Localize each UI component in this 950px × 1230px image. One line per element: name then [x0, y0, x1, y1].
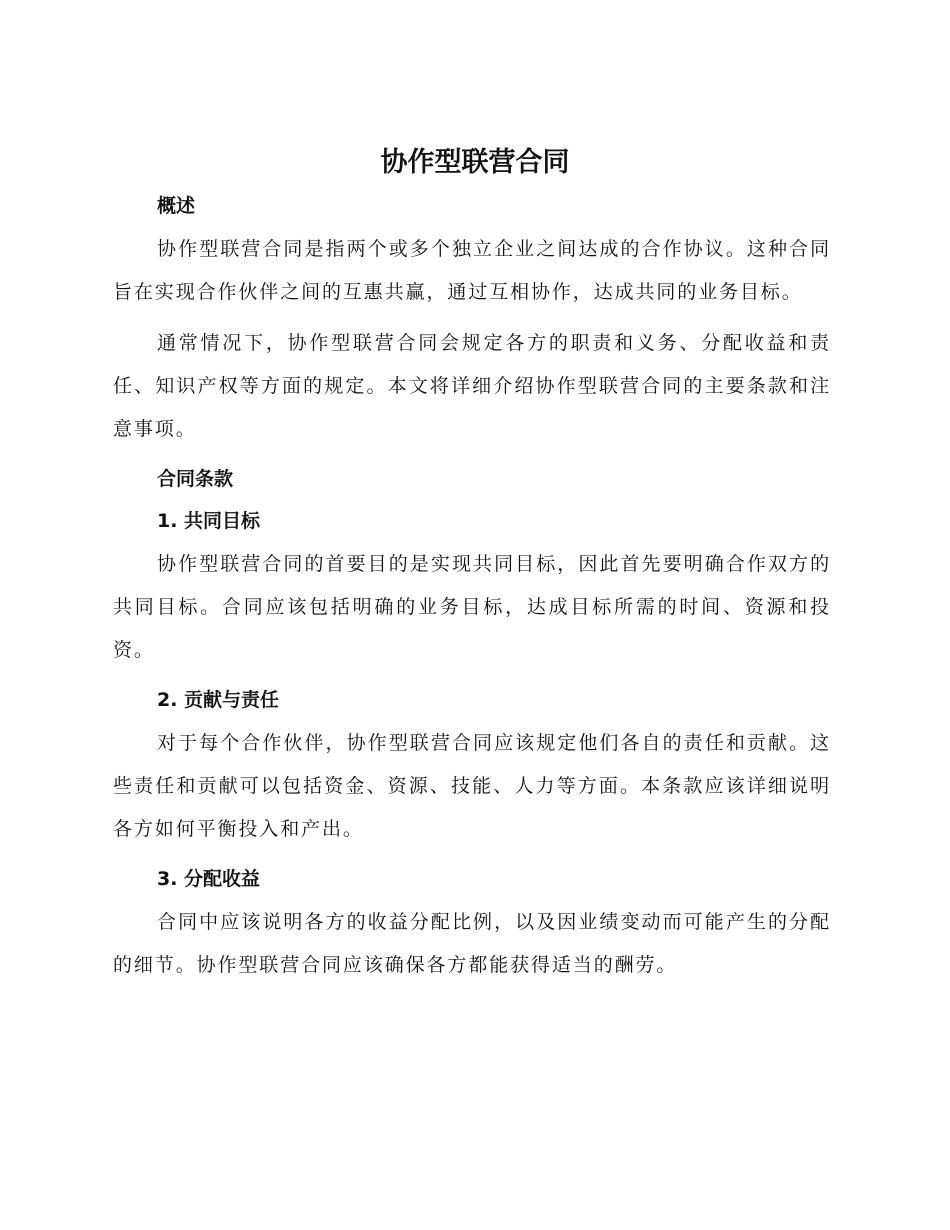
term-heading-contribution: 2. 贡献与责任	[157, 689, 280, 711]
document-title: 协作型联营合同	[380, 147, 570, 178]
paragraph-overview-1: 协作型联营合同是指两个或多个独立企业之间达成的合作协议。这种合同旨在实现合作伙伴之间的互惠共赢，通过互相协作，达成共同的业务目标。	[113, 238, 831, 303]
term-heading-revenue-sharing: 3. 分配收益	[157, 868, 261, 890]
term-heading-common-goal: 1. 共同目标	[157, 510, 261, 532]
section-heading-overview: 概述	[157, 195, 196, 217]
document-body	[113, 186, 831, 987]
paragraph-contribution: 对于每个合作伙伴，协作型联营合同应该规定他们各自的责任和贡献。这些责任和贡献可以包括资金、资源、技能、人力等方面。本条款应该详细说明各方如何平衡投入和产出。	[113, 732, 831, 840]
paragraph-common-goal: 协作型联营合同的首要目的是实现共同目标，因此首先要明确合作双方的共同目标。合同应该包括明确的业务目标，达成目标所需的时间、资源和投资。	[113, 553, 831, 661]
section-heading-terms: 合同条款	[157, 468, 234, 490]
paragraph-revenue-sharing: 合同中应该说明各方的收益分配比例，以及因业绩变动而可能产生的分配的细节。协作型联营合同应该确保各方都能获得适当的酬劳。	[113, 911, 831, 976]
paragraph-overview-2: 通常情况下，协作型联营合同会规定各方的职责和义务、分配收益和责任、知识产权等方面的规定。本文将详细介绍协作型联营合同的主要条款和注意事项。	[113, 332, 831, 440]
